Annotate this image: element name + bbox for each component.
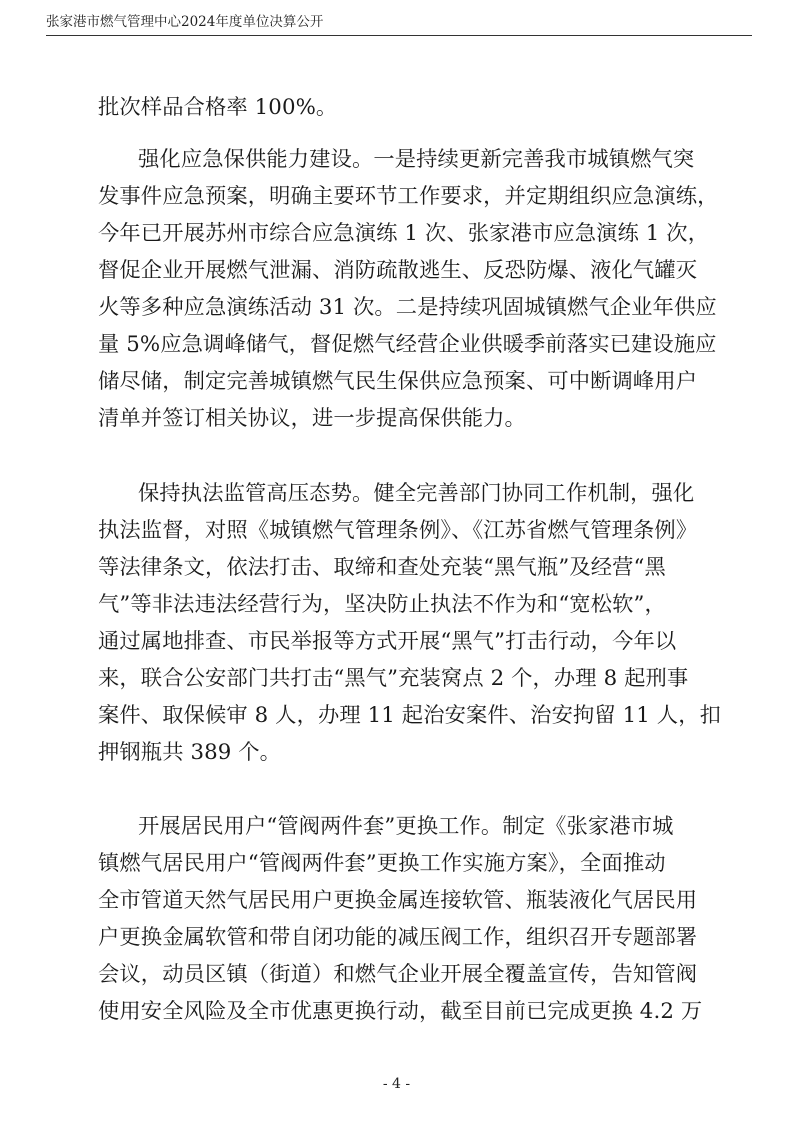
text-line: 量 5%应急调峰储气，督促燃气经营企业供暖季前落实已建设施应 (98, 332, 717, 357)
text-line: 发事件应急预案，明确主要环节工作要求，并定期组织应急演练， (98, 184, 719, 209)
text-line: 通过属地排查、市民举报等方式开展“黑气”打击行动，今年以 (98, 629, 677, 654)
text-line: 执法监督，对照《城镇燃气管理条例》、《江苏省燃气管理条例》 (98, 518, 698, 543)
text-line: 清单并签订相关协议，进一步提高保供能力。 (98, 406, 526, 431)
text-line: 储尽储，制定完善城镇燃气民生保供应急预案、可中断调峰用户 (98, 369, 698, 394)
text-line: 督促企业开展燃气泄漏、消防疏散逃生、反恐防爆、液化气罐灭 (98, 258, 698, 283)
page-footer (0, 1076, 793, 1092)
page-header-title: 张家港市燃气管理中心2024年度单位决算公开 (46, 14, 324, 30)
page-number: - 4 - (382, 1076, 411, 1092)
text-line: 全市管道天然气居民用户更换金属连接软管、瓶装液化气居民用 (98, 888, 698, 913)
text-line: 批次样品合格率 100%。 (98, 95, 338, 120)
text-line: 气”等非法违法经营行为，坚决防止执法不作为和“宽松软”， (98, 592, 666, 617)
text-line: 今年已开展苏州市综合应急演练 1 次、张家港市应急演练 1 次， (98, 221, 710, 246)
text-line: 会议，动员区镇（街道）和燃气企业开展全覆盖宣传，告知管阀 (98, 962, 698, 987)
text-line: 开展居民用户“管阀两件套”更换工作。制定《张家港市城 (138, 814, 674, 839)
text-line: 使用安全风险及全市优惠更换行动，截至目前已完成更换 4.2 万 (98, 999, 703, 1024)
text-line: 保持执法监管高压态势。健全完善部门协同工作机制，强化 (138, 481, 695, 506)
text-line: 等法律条文，依法打击、取缔和查处充装“黑气瓶”及经营“黑 (98, 555, 666, 580)
text-line: 火等多种应急演练活动 31 次。二是持续巩固城镇燃气企业年供应 (98, 295, 717, 320)
text-line: 押钢瓶共 389 个。 (98, 740, 282, 765)
text-line: 镇燃气居民用户“管阀两件套”更换工作实施方案》，全面推动 (98, 851, 666, 876)
page-header (46, 11, 752, 36)
text-line: 来，联合公安部门共打击“黑气”充装窝点 2 个，办理 8 起刑事 (98, 666, 689, 691)
text-line: 案件、取保候审 8 人，办理 11 起治安案件、治安拘留 11 人，扣 (98, 703, 721, 728)
text-line: 户更换金属软管和带自闭功能的减压阀工作，组织召开专题部署 (98, 925, 698, 950)
text-line: 强化应急保供能力建设。一是持续更新完善我市城镇燃气突 (138, 147, 695, 172)
